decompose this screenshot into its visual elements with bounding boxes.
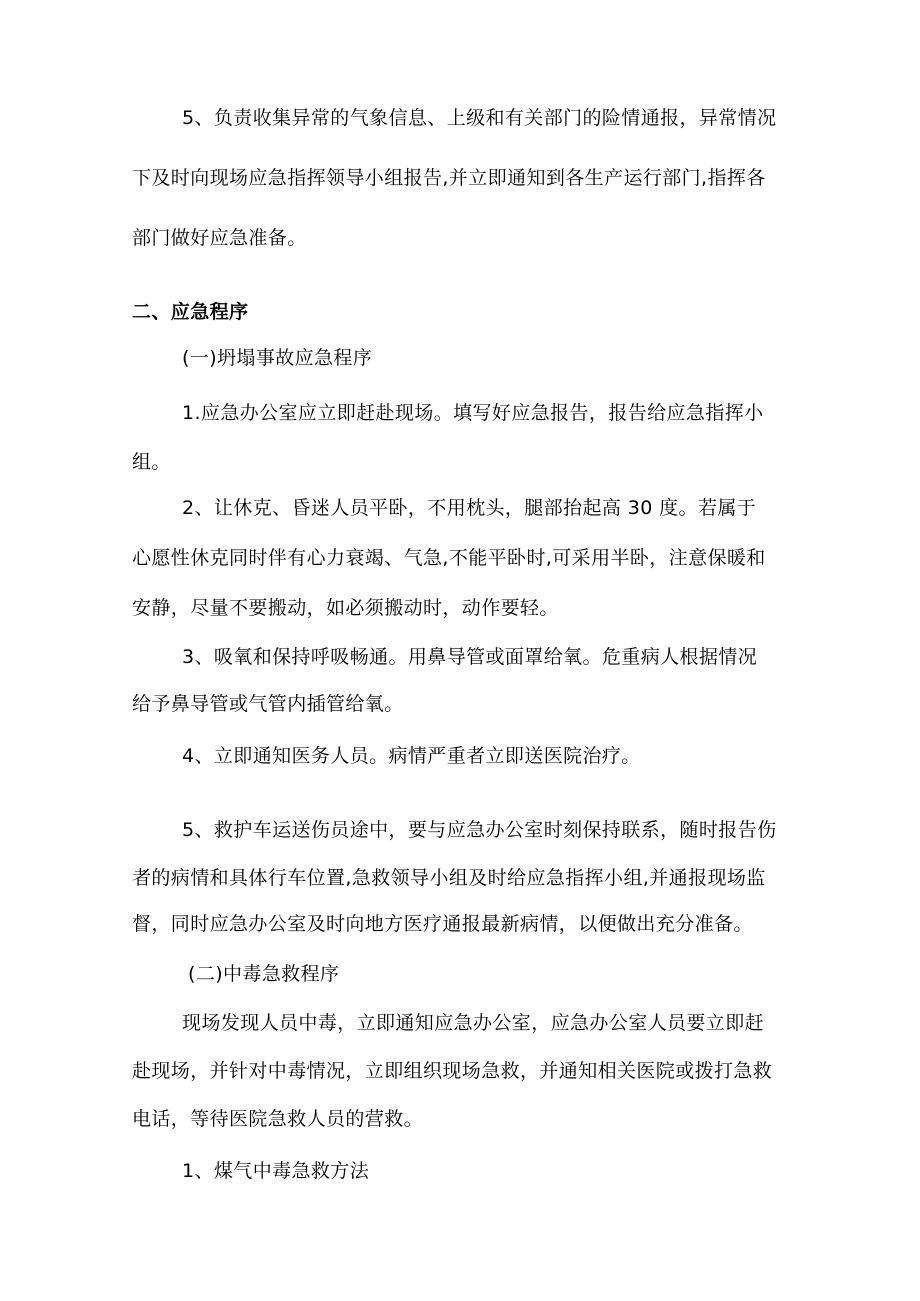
paragraph-line: 电话，等待医院急救人员的营救。 [132, 1108, 424, 1130]
paragraph-line: 督，同时应急办公室及时向地方医疗通报最新病情，以便做出充分准备。 [132, 913, 753, 935]
paragraph-line: 现场发现人员中毒，立即通知应急办公室，应急办公室人员要立即赶 [182, 1012, 765, 1034]
paragraph-line: 者的病情和具体行车位置,急救领导小组及时给应急指挥小组,并通报现场监 [132, 867, 766, 889]
paragraph-line: 安静，尽量不要搬动，如必须搬动时，动作要轻。 [132, 597, 559, 619]
paragraph-line: 下及时向现场应急指挥领导小组报告,并立即通知到各生产运行部门,指挥各 [132, 167, 766, 189]
paragraph-line: 1、煤气中毒急救方法 [182, 1160, 370, 1182]
paragraph-line: 心愿性休克同时伴有心力衰竭、气急,不能平卧时,可采用半卧，注意保暖和 [132, 547, 766, 569]
paragraph-line: 1.应急办公室应立即赶赴现场。填写好应急报告，报告给应急指挥小 [182, 402, 764, 424]
paragraph-line: 2、让休克、昏迷人员平卧，不用枕头，腿部抬起高 30 度。若属于 [182, 497, 757, 519]
paragraph-line: 部门做好应急准备。 [132, 227, 307, 249]
subsection-heading: (二)中毒急救程序 [188, 963, 340, 985]
subsection-heading: (一)坍塌事故应急程序 [182, 347, 373, 369]
paragraph-line: 赴现场，并针对中毒情况，立即组织现场急救，并通知相关医院或拨打急救 [132, 1060, 773, 1082]
paragraph-line: 组。 [132, 451, 171, 473]
paragraph-line: 3、吸氧和保持呼吸畅通。用鼻导管或面罩给氧。危重病人根据情况 [182, 646, 758, 668]
section-heading: 二、应急程序 [132, 301, 249, 323]
paragraph-line: 5、负责收集异常的气象信息、上级和有关部门的险情通报，异常情况 [182, 107, 777, 129]
paragraph-line: 5、救护车运送伤员途中，要与应急办公室时刻保持联系，随时报告伤 [182, 819, 777, 841]
paragraph-line: 4、立即通知医务人员。病情严重者立即送医院治疗。 [182, 745, 641, 767]
paragraph-line: 给予鼻导管或气管内插管给氧。 [132, 693, 404, 715]
